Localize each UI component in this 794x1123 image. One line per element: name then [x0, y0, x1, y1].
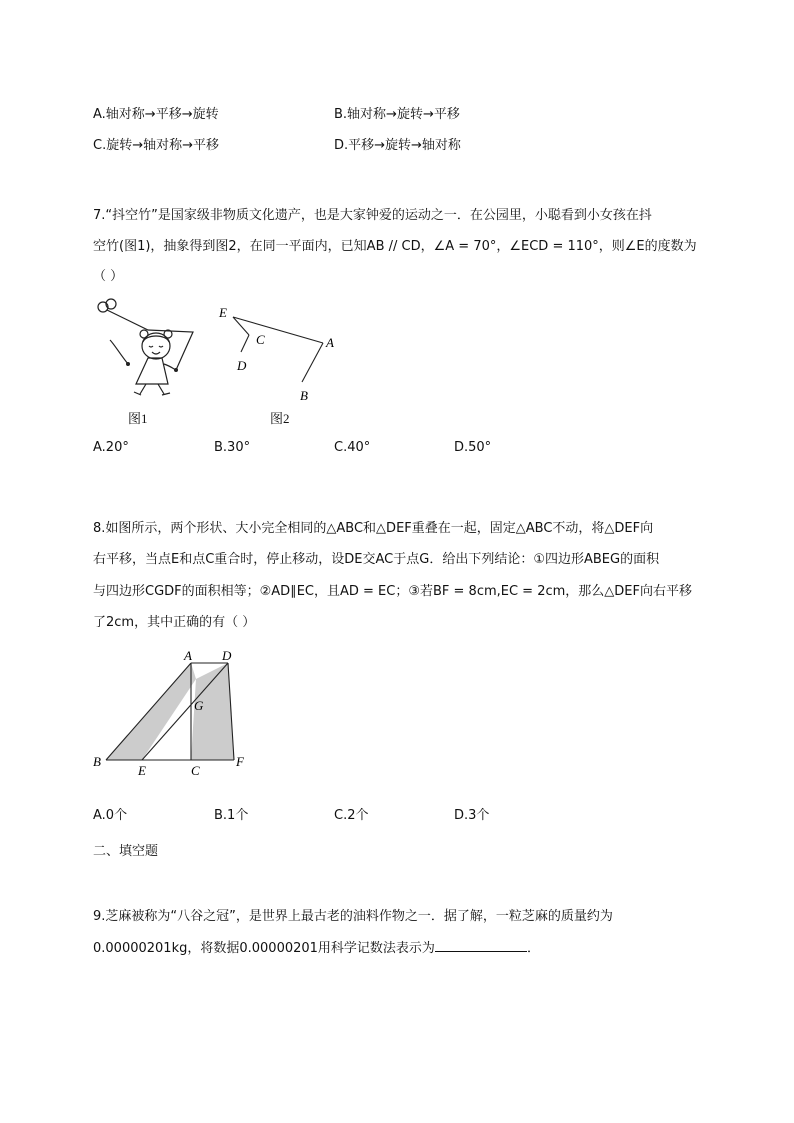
q7-option-b: B.30° [214, 440, 251, 455]
q6-option-b: B.轴对称→旋转→平移 [334, 107, 460, 122]
q8-text-line2: 右平移，当点E和点C重合时，停止移动，设DE交AC于点G．给出下列结论：①四边形ABEG的面积 [93, 552, 660, 567]
q8-option-c: C.2个 [334, 808, 369, 823]
q7-option-d: D.50° [454, 440, 492, 455]
q9-text-line2-content: 0.00000201kg，将数据0.00000201用科学记数法表示为 [93, 941, 435, 956]
label-a: A [326, 335, 334, 350]
label-d: D [237, 358, 247, 373]
q7-figure2-caption: 图2 [270, 411, 290, 426]
q9-text-line1: 9.芝麻被称为“八谷之冠”，是世界上最古老的油料作物之一．据了解，一粒芝麻的质量约为 [93, 909, 613, 924]
q9-answer-blank[interactable] [435, 939, 527, 952]
label-c: C [256, 332, 265, 347]
label-b: B [300, 388, 308, 403]
q7-figure2-diagram [210, 300, 350, 410]
q8-option-d: D.3个 [454, 808, 490, 823]
q9-text-line2-end: ． [526, 941, 540, 956]
q8-text-line3: 与四边形CGDF的面积相等；②AD∥EC，且AD = EC；③若BF = 8cm,EC = 2cm，那么△DEF向右平移 [93, 584, 692, 599]
label-c: C [191, 763, 200, 778]
q7-text-line1: 7.“抖空竹”是国家级非物质文化遗产，也是大家钟爱的运动之一．在公园里，小聪看到小女孩在抖 [93, 208, 652, 223]
q8-option-a: A.0个 [93, 808, 128, 823]
label-e: E [219, 305, 227, 320]
q7-option-c: C.40° [334, 440, 371, 455]
q7-text-line3: （ ） [93, 269, 124, 284]
q6-option-a: A.轴对称→平移→旋转 [93, 107, 219, 122]
q8-text-line1: 8.如图所示，两个形状、大小完全相同的△ABC和△DEF重叠在一起，固定△ABC不动，将△DEF向 [93, 521, 654, 536]
label-e: E [138, 763, 146, 778]
q6-option-d: D.平移→旋转→轴对称 [334, 138, 461, 153]
segment-ab [302, 343, 323, 382]
q8-text-line4: 了2cm，其中正确的有（ ） [93, 615, 256, 630]
segment-cd [241, 335, 249, 352]
q8-figure-diagram [88, 644, 258, 784]
q8-option-b: B.1个 [214, 808, 249, 823]
q7-figure1-caption: 图1 [128, 411, 148, 426]
section-heading-fill-in-blank: 二、填空题 [93, 844, 159, 859]
q7-option-a: A.20° [93, 440, 129, 455]
label-d: D [222, 648, 232, 663]
shaded-quad-abeg [106, 663, 196, 760]
label-g: G [194, 698, 204, 713]
q6-option-c: C.旋转→轴对称→平移 [93, 138, 219, 153]
label-a: A [184, 648, 192, 663]
label-f: F [236, 754, 244, 769]
q7-text-line2: 空竹(图1)，抽象得到图2，在同一平面内，已知AB // CD，∠A = 70°，∠ECD = 110°，则∠E的度数为 [93, 239, 697, 254]
label-b: B [93, 754, 101, 769]
q7-figure1-girl-illustration [90, 292, 210, 402]
q9-text-line2 [93, 937, 540, 956]
